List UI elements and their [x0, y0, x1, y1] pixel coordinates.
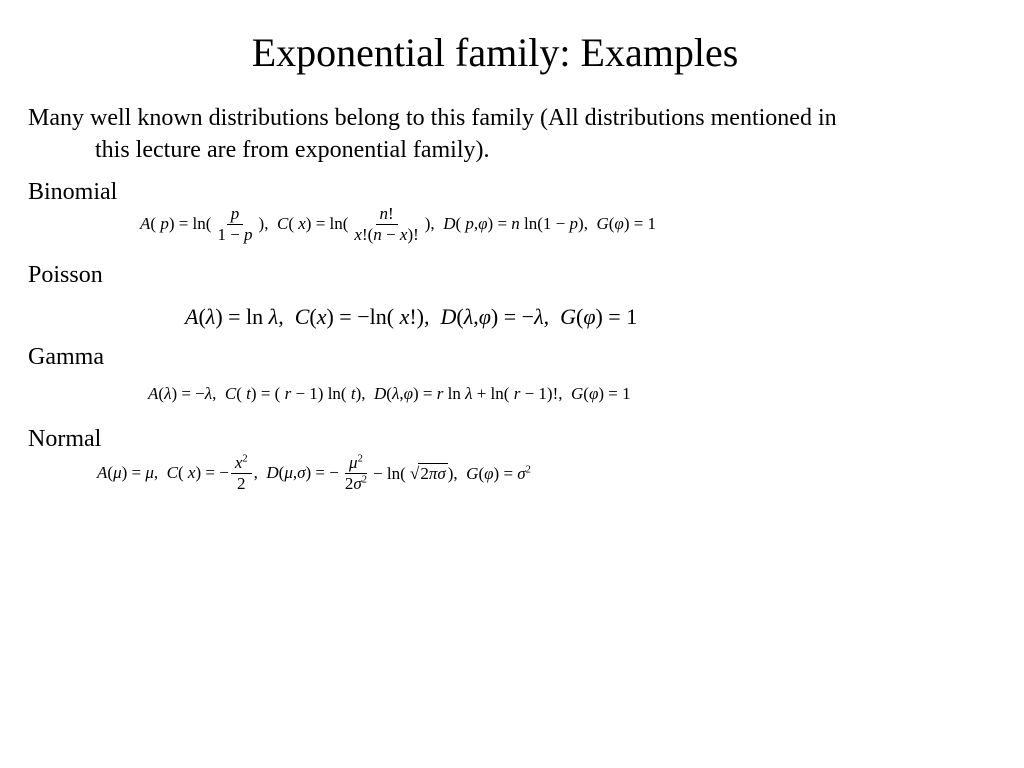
poisson-heading: Poisson: [28, 262, 103, 288]
intro-paragraph: [28, 102, 998, 166]
binomial-equation: A( p) = ln( $\frac{p}{1 - p}$ ), C( x) = ln( $\frac{n!}{x!(n - x)!}$ ), D( p,φ) = n ln(1 − p), G(φ) = 1: [140, 204, 657, 244]
binomial-heading: Binomial: [28, 179, 118, 205]
intro-line-1: Many well known distributions belong to this family (All distributions mentioned in: [28, 105, 837, 131]
slide-title: Exponential family: Examples: [251, 30, 739, 75]
normal-heading: Normal: [28, 426, 102, 452]
gamma-heading: Gamma: [28, 344, 104, 370]
gamma-equation: A(λ) = −λ, C( t) = ( r − 1) ln( t), D(λ,φ) = r ln λ + ln( r − 1)!, G(φ) = 1: [148, 384, 631, 403]
normal-equation: A(μ) = μ, C( x) = − $\frac{x^2}{2}$ , D(μ,σ) = − $\frac{\mu^2}{2\sigma^2}$ − ln( √2πσ ), $G(\varphi) = \sigma^2$: [97, 453, 531, 493]
intro-line-2: this lecture are from exponential family).: [95, 137, 490, 163]
poisson-equation: A(λ) = ln λ, C(x) = −ln( x!), D(λ,φ) = −λ, G(φ) = 1: [185, 304, 638, 329]
